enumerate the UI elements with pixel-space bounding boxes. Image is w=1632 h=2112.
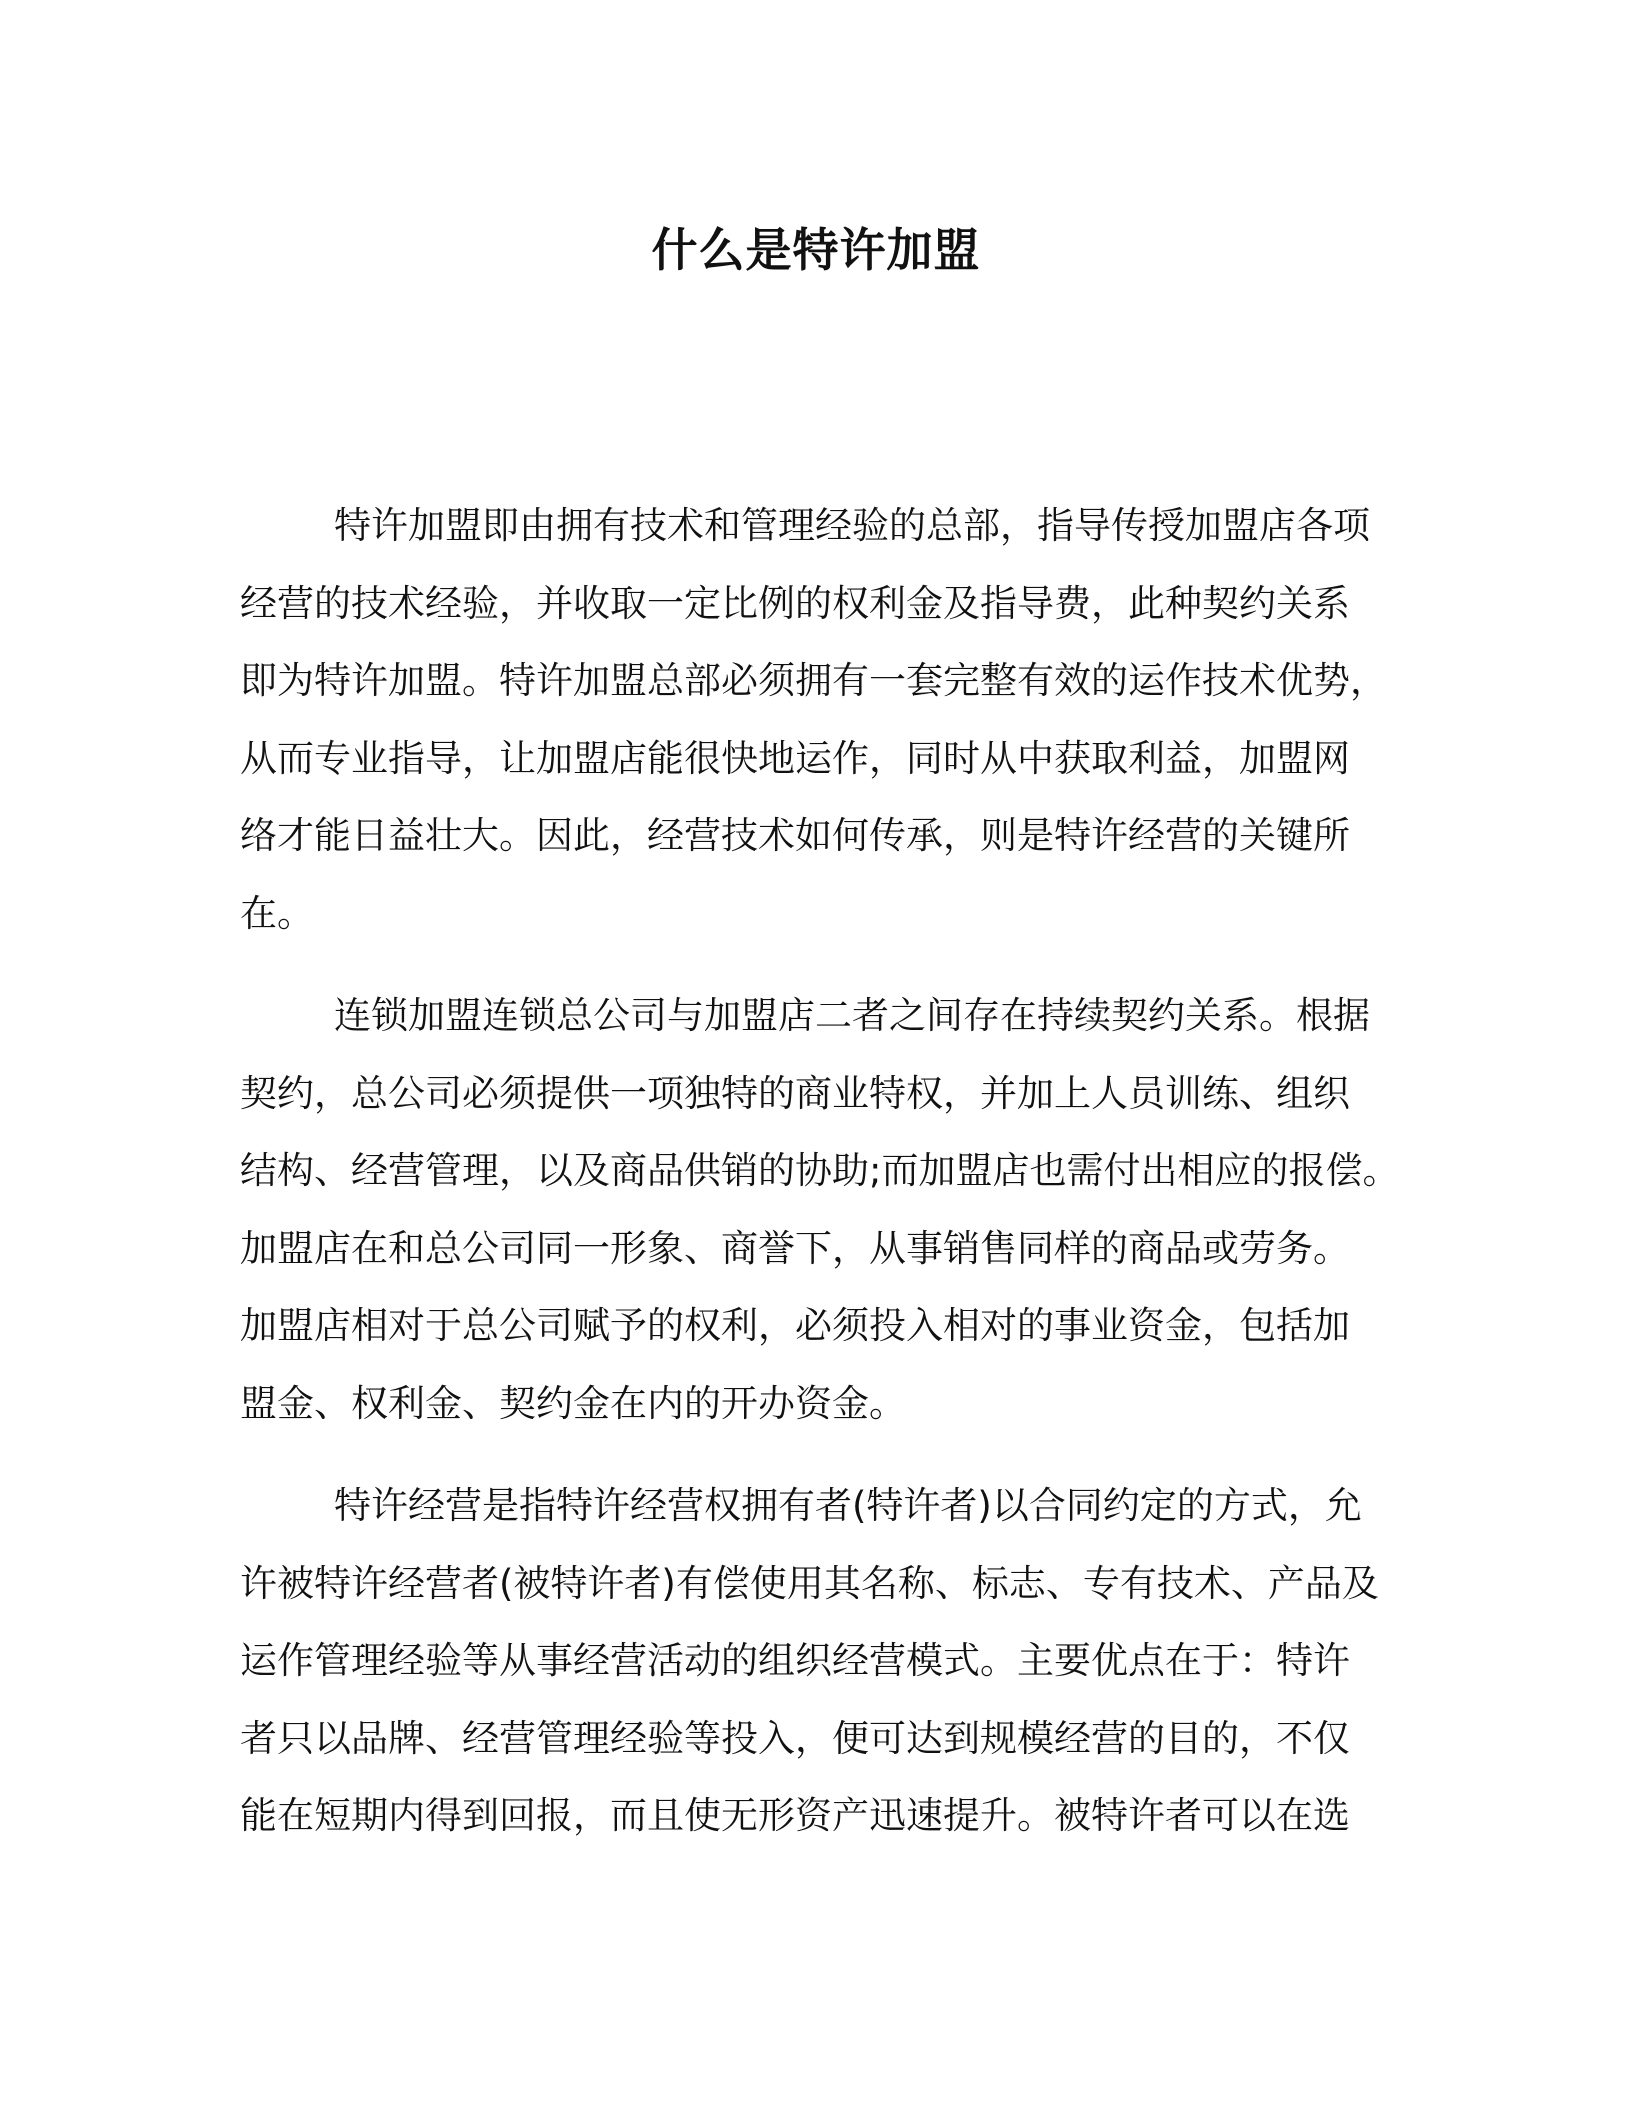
paragraph-line: 连锁加盟连锁总公司与加盟店二者之间存在持续契约关系。根据	[334, 994, 1370, 1037]
paragraph-line: 盟金、权利金、契约金在内的开办资金。	[240, 1381, 906, 1425]
paragraph-1	[240, 487, 1390, 952]
paragraph-line: 者只以品牌、经营管理经验等投入，便可达到规模经营的目的，不仅	[240, 1716, 1350, 1760]
document-title: 什么是特许加盟	[651, 223, 981, 277]
paragraph-line: 加盟店在和总公司同一形象、商誉下，从事销售同样的商品或劳务。	[240, 1226, 1350, 1270]
paragraph-line: 特许加盟即由拥有技术和管理经验的总部，指导传授加盟店各项	[334, 504, 1370, 547]
paragraph-line: 即为特许加盟。特许加盟总部必须拥有一套完整有效的运作技术优势，	[240, 659, 1387, 702]
paragraph-line: 络才能日益壮大。因此，经营技术如何传承，则是特许经营的关键所	[240, 814, 1350, 857]
paragraph-line: 契约，总公司必须提供一项独特的商业特权，并加上人员训练、组织	[240, 1071, 1350, 1115]
document-body	[240, 487, 1400, 1880]
paragraph-2	[240, 977, 1400, 1442]
paragraph-line: 许被特许经营者(被特许者)有偿使用其名称、标志、专有技术、产品及	[240, 1561, 1379, 1605]
paragraph-line: 经营的技术经验，并收取一定比例的权利金及指导费，此种契约关系	[240, 581, 1350, 625]
paragraph-line: 能在短期内得到回报，而且使无形资产迅速提升。被特许者可以在选	[240, 1794, 1350, 1837]
paragraph-line: 运作管理经验等从事经营活动的组织经营模式。主要优点在于：特许	[240, 1639, 1350, 1682]
paragraph-line: 从而专业指导，让加盟店能很快地运作，同时从中获取利益，加盟网	[240, 736, 1350, 780]
paragraph-3	[240, 1467, 1390, 1855]
paragraph-line: 加盟店相对于总公司赋予的权利，必须投入相对的事业资金，包括加	[240, 1304, 1350, 1347]
paragraph-line: 结构、经营管理，以及商品供销的协助;而加盟店也需付出相应的报偿。	[240, 1149, 1400, 1192]
paragraph-line: 在。	[240, 891, 314, 935]
paragraph-line: 特许经营是指特许经营权拥有者(特许者)以合同约定的方式，允	[334, 1484, 1362, 1527]
